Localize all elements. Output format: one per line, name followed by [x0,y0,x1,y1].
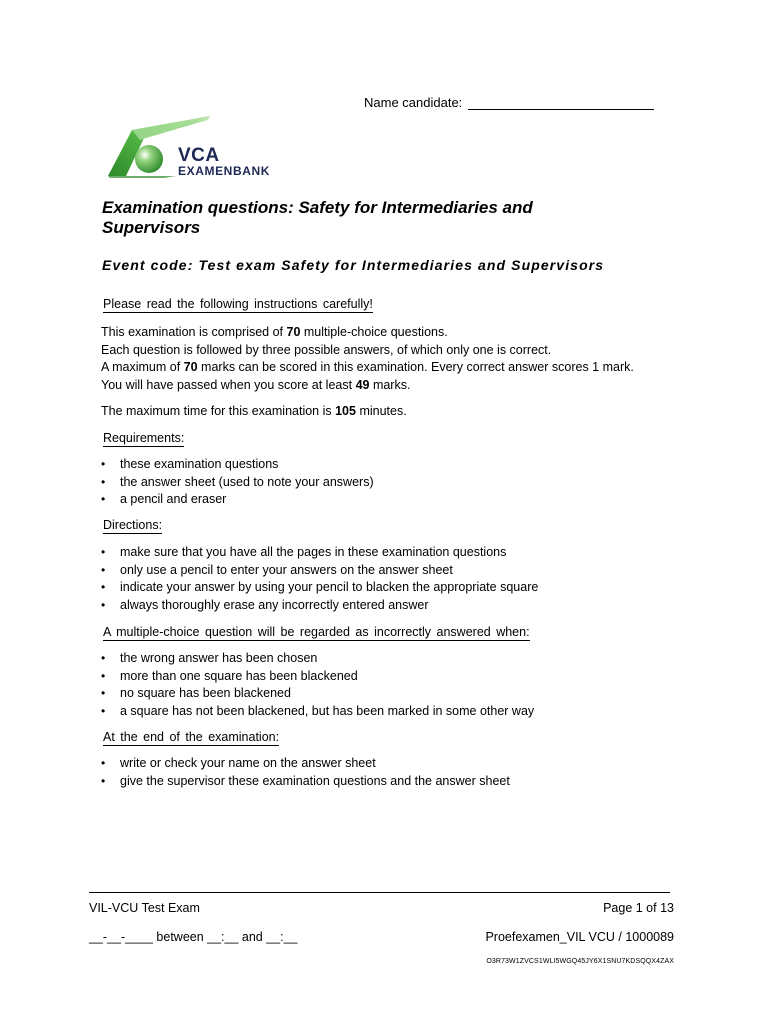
footer-exam-name: VIL-VCU Test Exam [89,901,200,915]
intro-line-answers: Each question is followed by three possible answers, of which only one is correct. [101,342,552,357]
list-item: • more than one square has been blackened [101,668,701,686]
list-item: • write or check your name on the answer sheet [101,755,701,773]
list-item: • these examination questions [101,456,701,474]
intro-line-questions: This examination is comprised of 70 multiple-choice questions. [101,325,448,339]
instructions-heading: Please read the following instructions carefully! [103,297,373,311]
bullet-icon: • [101,474,106,489]
list-item: • make sure that you have all the pages in these examination questions [101,544,701,562]
intro-line-marks: A maximum of 70 marks can be scored in this examination. Every correct answer scores 1 mark. [101,360,634,375]
bullet-icon: • [101,580,106,595]
bullet-icon: • [101,704,106,719]
footer-divider [89,892,670,893]
max-minutes: 105 [335,404,356,418]
bullet-icon: • [101,492,106,507]
name-candidate-label: Name candidate: [364,95,463,110]
incorrect-list [101,650,701,721]
bullet-icon: • [101,756,106,770]
list-item: • give the supervisor these examination questions and the answer sheet [101,773,701,791]
max-marks: 70 [183,360,198,375]
logo-text-vca: VCA [178,145,220,166]
document-title: Examination questions: Safety for Intermediaries and Supervisors [102,198,533,237]
footer-date-time: __-__-____ between __:__ and __:__ [89,930,298,944]
incorrect-heading: A multiple-choice question will be regarded as incorrectly answered when: [103,625,530,639]
question-count: 70 [286,325,301,339]
event-code: Event code: Test exam Safety for Intermediaries and Supervisors [102,257,605,273]
directions-list [101,544,701,615]
list-item: • only use a pencil to enter your answers on the answer sheet [101,562,701,580]
bullet-icon: • [101,668,106,683]
bullet-icon: • [101,457,106,471]
pass-marks: 49 [355,377,370,392]
intro-line-pass: You will have passed when you score at least 49 marks. [101,377,411,392]
footer-page-number: Page 1 of 13 [603,901,674,915]
list-item: • a pencil and eraser [101,491,701,509]
list-item: • indicate your answer by using your pencil to blacken the appropriate square [101,579,701,597]
requirements-list [101,456,701,509]
time-paragraph: The maximum time for this examination is 105 minutes. [101,404,407,418]
directions-heading: Directions: [103,518,163,532]
list-item: • always thoroughly erase any incorrectly entered answer [101,597,701,615]
bullet-icon: • [101,562,106,577]
list-item: • the answer sheet (used to note your answers) [101,474,701,492]
end-list [101,755,701,790]
bullet-icon: • [101,773,106,788]
bullet-icon: • [101,545,106,559]
bullet-icon: • [101,598,106,613]
list-item: • a square has not been blackened, but has been marked in some other way [101,703,701,721]
list-item: • the wrong answer has been chosen [101,650,701,668]
footer-verification-code: O3R73W1ZVCS1WLI5WGQ45JY6X1SNU7KDSQQX4ZAX [486,958,674,965]
name-candidate-field[interactable] [468,95,654,110]
name-candidate-row [364,95,654,110]
end-heading: At the end of the examination: [103,730,280,744]
bullet-icon: • [101,651,106,665]
bullet-icon: • [101,686,106,701]
requirements-heading: Requirements: [103,431,185,445]
intro-paragraph [101,324,701,394]
footer-exam-code: Proefexamen_VIL VCU / 1000089 [485,930,674,944]
logo-text-examenbank: EXAMENBANK [178,164,271,178]
list-item: • no square has been blackened [101,685,701,703]
